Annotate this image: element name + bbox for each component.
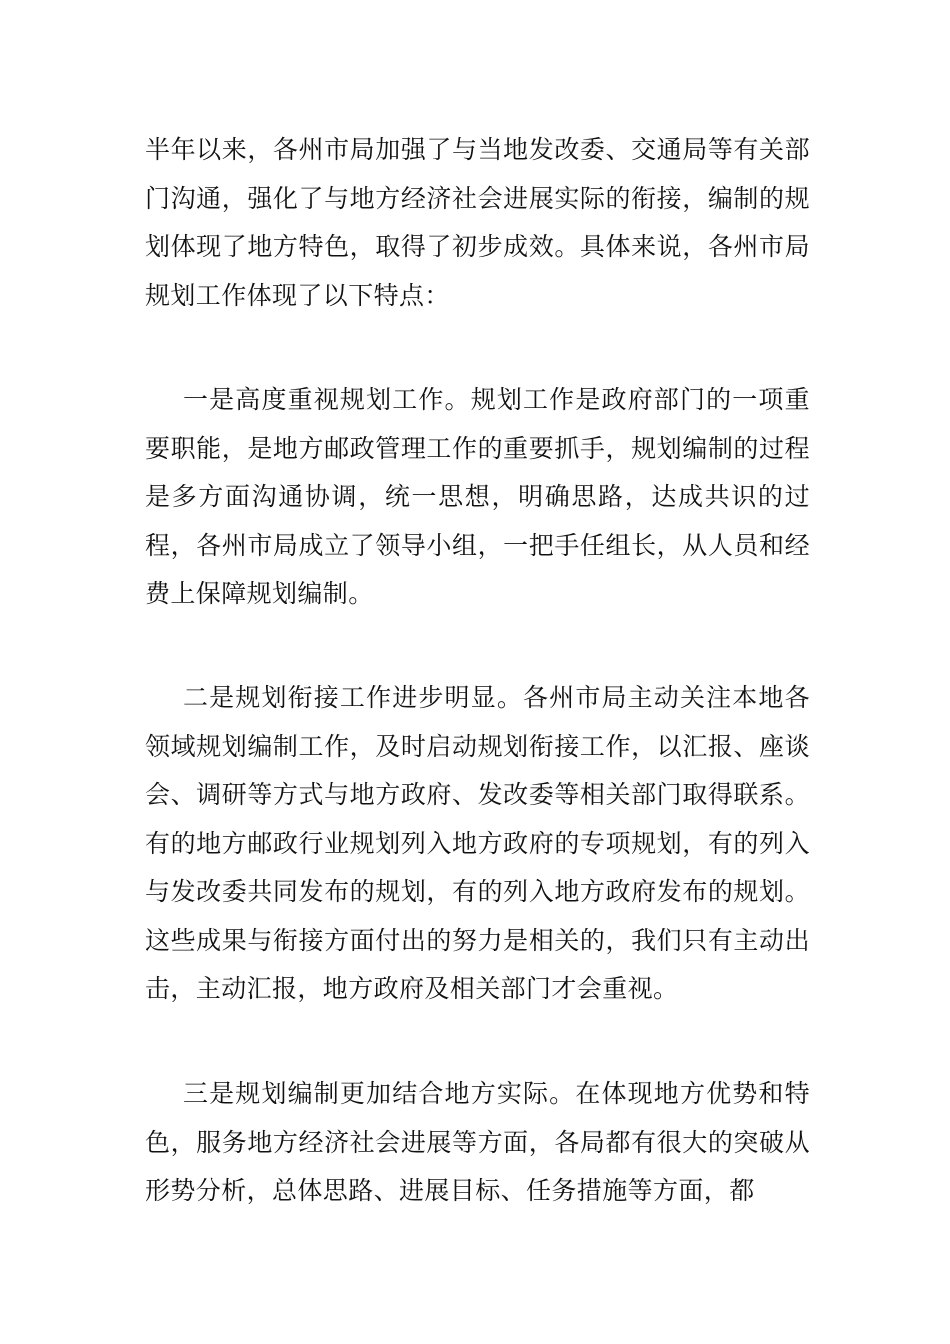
paragraph-point-one: 一是高度重视规划工作。规划工作是政府部门的一项重要职能，是地方邮政管理工作的重要抓手，规划编制的过程是多方面沟通协调，统一思想，明确思路，达成共识的过程，各州市局成立了领导小组，一把手任组长，从人员和经费上保障规划编制。	[145, 385, 810, 608]
paragraph-point-three: 三是规划编制更加结合地方实际。在体现地方优势和特色，服务地方经济社会进展等方面，各局都有很大的突破从形势分析，总体思路、进展目标、任务措施等方面，都	[145, 1079, 810, 1205]
paragraph-intro: 半年以来，各州市局加强了与当地发改委、交通局等有关部门沟通，强化了与地方经济社会进展实际的衔接，编制的规划体现了地方特色，取得了初步成效。具体来说，各州市局规划工作体现了以下特点：	[145, 135, 810, 310]
paragraph-point-two: 二是规划衔接工作进步明显。各州市局主动关注本地各领域规划编制工作，及时启动规划衔接工作，以汇报、座谈会、调研等方式与地方政府、发改委等相关部门取得联系。有的地方邮政行业规划列入地方政府的专项规划，有的列入与发改委共同发布的规划，有的列入地方政府发布的规划。这些成果与衔接方面付出的努力是相关的，我们只有主动出击，主动汇报，地方政府及相关部门才会重视。	[145, 683, 810, 1003]
